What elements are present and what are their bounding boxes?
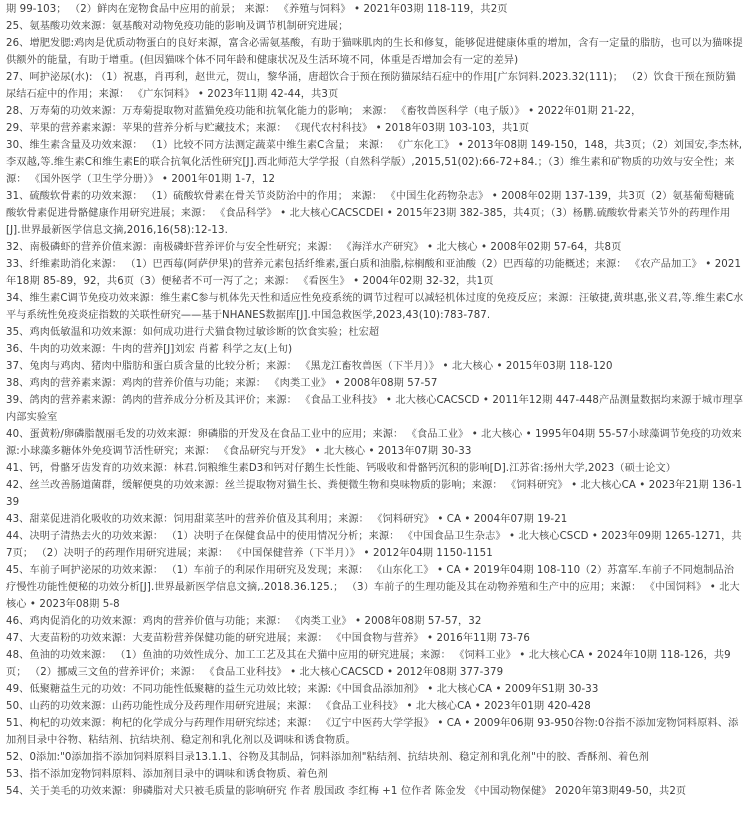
reference-line: 50、山药的功效来源：山药功能性成分及药理作用研究进展；来源： 《食品工业科技》 • 北大核心CA • 2023年01期 420-428 [6, 701, 591, 712]
reference-line: 29、苹果的营养素来源：苹果的营养分析与贮藏技术；来源： 《现代农村科技》 • 2018年03期 103-103，共1页 [6, 123, 530, 134]
reference-line: 41、钙，骨骼牙齿发育的功效来源：林君.饲粮维生素D3和钙对仔鹅生长性能、钙吸收和骨骼钙沉积的影响[D].江苏省:扬州大学,2023（硕士论文） [6, 463, 677, 474]
reference-line: 25、氨基酸功效来源：氨基酸对动物免疫功能的影响及调节机制研究进展； [6, 21, 349, 32]
reference-line: 44、决明子清热去火的功效来源： （1）决明子在保健食品中的使用情况分析；来源： 《中国食品卫生杂志》 • 北大核心CSCD • 2023年09期 1265-1271，共7页； （2）决明子的药理作用研究进展；来源： 《中国保健营养（下半月）》 • 2012年04期 1150-1151 [6, 531, 742, 559]
reference-line: 45、车前子呵护泌尿的功效来源： （1）车前子的利尿作用研究及发现；来源： 《山东化工》 • CA • 2019年04期 108-110（2）苏富军.车前子不同炮制品治疗慢性功能性便秘的功效分析[J].世界最新医学信息文摘,.2018.36.125.； （3）车前子的生理功能及其在动物养殖和生产中的应用；来源： 《中国饲料》 • 北大核心 • 2023年08期 5-8 [6, 565, 740, 610]
reference-line: 37、兔肉与鸡肉、猪肉中脂肪和蛋白质含量的比较分析；来源： 《黑龙江畜牧兽医（下半月）》 • 北大核心 • 2015年03期 118-120 [6, 361, 613, 372]
reference-line: 51、枸杞的功效来源：枸杞的化学成分与药理作用研究综述；来源： 《辽宁中医药大学学报》 • CA • 2009年06期 93-950谷物:0谷指不添加宠物饲料原料、添加剂目录中谷物、粘结剂、抗结块剂、稳定剂和乳化剂以及调味和诱食物质。 [6, 718, 739, 746]
reference-line: 46、鸡肉促消化的功效来源：鸡肉的营养价值与功能；来源： 《肉类工业》 • 2008年08期 57-57，32 [6, 616, 482, 627]
reference-line: 54、关于美毛的功效来源：卵磷脂对犬只被毛质量的影响研究 作者 殷国政 李红梅 +1 位作者 陈金发 《中国动物保健》 2020年第3期49-50，共2页 [6, 786, 687, 797]
reference-line: 48、鱼油的功效来源： （1）鱼油的功效性成分、加工工艺及其在犬猫中应用的研究进展；来源： 《饲料工业》 • 北大核心CA • 2024年10期 118-126，共9页； （2）挪威三文鱼的营养评价；来源： 《食品工业科技》 • 北大核心CACSCD • 2012年08期 377-379 [6, 650, 731, 678]
reference-line: 49、低聚糖益生元的功效：不同功能性低聚糖的益生元功效比较；来源:《中国食品添加剂》 • 北大核心CA • 2009年S1期 30-33 [6, 684, 599, 695]
reference-line: 期 99-103； （2）鲜肉在宠物食品中应用的前景； 来源： 《养殖与饲料》 • 2021年03期 118-119，共2页 [6, 4, 508, 15]
reference-line: 53、指不添加宠物饲料原料、添加剂目录中的调味和诱食物质、着色剂 [6, 769, 328, 780]
reference-line: 38、鸡肉的营养素来源：鸡肉的营养价值与功能；来源： 《肉类工业》 • 2008年08期 57-57 [6, 378, 438, 389]
reference-line: 28、万寿菊的功效来源：万寿菊提取物对蓝猫免疫功能和抗氧化能力的影响； 来源： 《畜牧兽医科学（电子版）》 • 2022年01期 21-22， [6, 106, 642, 117]
reference-line: 47、大麦苗粉的功效来源：大麦苗粉营养保健功能的研究进展；来源： 《中国食物与营养》 • 2016年11期 73-76 [6, 633, 531, 644]
reference-line: 34、维生素C调节免疫功效来源：维生素C参与机体先天性和适应性免疫系统的调节过程可以减轻机体过度的免疫反应；来源：汪敏捷,黄琪惠,张义君,等.维生素C水平与系统性免疫炎症指数的关联性研究——基于NHANES数据库[J].中国急救医学,2023,43(10):783-787. [6, 293, 744, 321]
reference-line: 43、甜菜促进消化吸收的功效来源：饲用甜菜茎叶的营养价值及其利用；来源： 《饲料研究》 • CA • 2004年07期 19-21 [6, 514, 568, 525]
reference-line: 36、牛肉的功效来源：牛肉的营养[J]刘宏 肖蓄 科学之友(上旬) [6, 344, 293, 355]
reference-line: 26、增肥发腮:鸡肉是优质动物蛋白的良好来源，富含必需氨基酸，有助于猫咪肌肉的生长和修复，能够促进健康体重的增加，含有一定量的脂肪，也可以为猫咪提供额外的能量，有助于增重。(但因猫咪个体不同年龄和健康状况及生活环境不同，体重是否增加会有一定的差异) [6, 38, 743, 66]
reference-line: 30、维生素含量及功效来源： （1）比较不同方法测定蔬菜中维生素C含量； 来源： 《广东化工》 • 2013年08期 149-150，148，共3页；（2）刘国安,李杰林,李双越,等.维生素C和维生素E的联合抗氧化活性研究[J].西北师范大学学报（自然科学版）,2015,51(02):66-72+84.；（3）维生素和矿物质的功效与安全性；来源： 《国外医学（卫生学分册）》 • 2001年01期 1-7，12 [6, 140, 743, 185]
reference-line: 32、南极磷虾的营养价值来源：南极磷虾营养评价与安全性研究；来源： 《海洋水产研究》 • 北大核心 • 2008年02期 57-64，共8页 [6, 242, 622, 253]
reference-line: 33、纤维素助消化来源： （1）巴西莓(阿萨伊果)的营养元素包括纤维素,蛋白质和油脂,棕榈酸和亚油酸（2）巴西莓的功能概述；来源： 《农产品加工》 • 2021年18期 85-89，92，共6页（3）便秘者不可一泻了之；来源： 《看医生》 • 2004年02期 32-32，共1页 [6, 259, 742, 287]
reference-line: 31、硫酸软骨素的功效来源： （1）硫酸软骨素在骨关节炎防治中的作用； 来源： 《中国生化药物杂志》 • 2008年02期 137-139，共3页（2）氨基葡萄糖硫酸软骨素促进骨骼健康作用研究进展；来源： 《食品科学》 • 北大核心CACSCDEI • 2015年23期 382-385，共4页；（3）杨鹏.硫酸软骨素关节外的药理作用[J].世界最新医学信息文摘,2016,16(58):12-13. [6, 191, 735, 236]
reference-line: 27、呵护泌尿(水): （1）祝惠，肖再利，赵世元，贺山，黎华涌，唐超饮合于预在预防猫尿结石症中的作用[广东饲料.2023.32(111)； （2）饮食干预在预防猫尿结石症中的作用；来源： 《广东饲料》 • 2023年11期 42-44，共3页 [6, 72, 736, 100]
reference-line: 39、鸽肉的营养素来源：鸽肉的营养成分分析及其评价；来源： 《食品工业科技》 • 北大核心CACSCD • 2011年12期 447-448产品测量数据均来源于城市理享内部实验室 [6, 395, 744, 423]
reference-line: 35、鸡肉低敏温和功效来源：如何成功进行犬猫食物过敏诊断的饮食实验；杜宏超 [6, 327, 380, 338]
reference-line: 40、蛋黄粉/卵磷脂靓丽毛发的功效来源：卵磷脂的开发及在食品工业中的应用；来源： 《食品工业》 • 北大核心 • 1995年04期 55-57小球藻调节免疫的功效来源:小球藻多糖体外免疫调节活性研究；来源： 《食品研究与开发》 • 北大核心 • 2013年07期 30-33 [6, 429, 742, 457]
reference-line: 42、丝兰改善肠道菌群，缓解便臭的功效来源：丝兰提取物对猫生长、粪便微生物和臭味物质的影响；来源： 《饲料研究》 • 北大核心CA • 2023年21期 136-139 [6, 480, 743, 508]
reference-line: 52、0添加:"0添加指不添加饲料原料目录13.1.1、谷物及其制品，饲料添加剂"粘结剂、抗结块剂、稳定剂和乳化剂"中的胶、香酥剂、着色剂 [6, 752, 650, 763]
